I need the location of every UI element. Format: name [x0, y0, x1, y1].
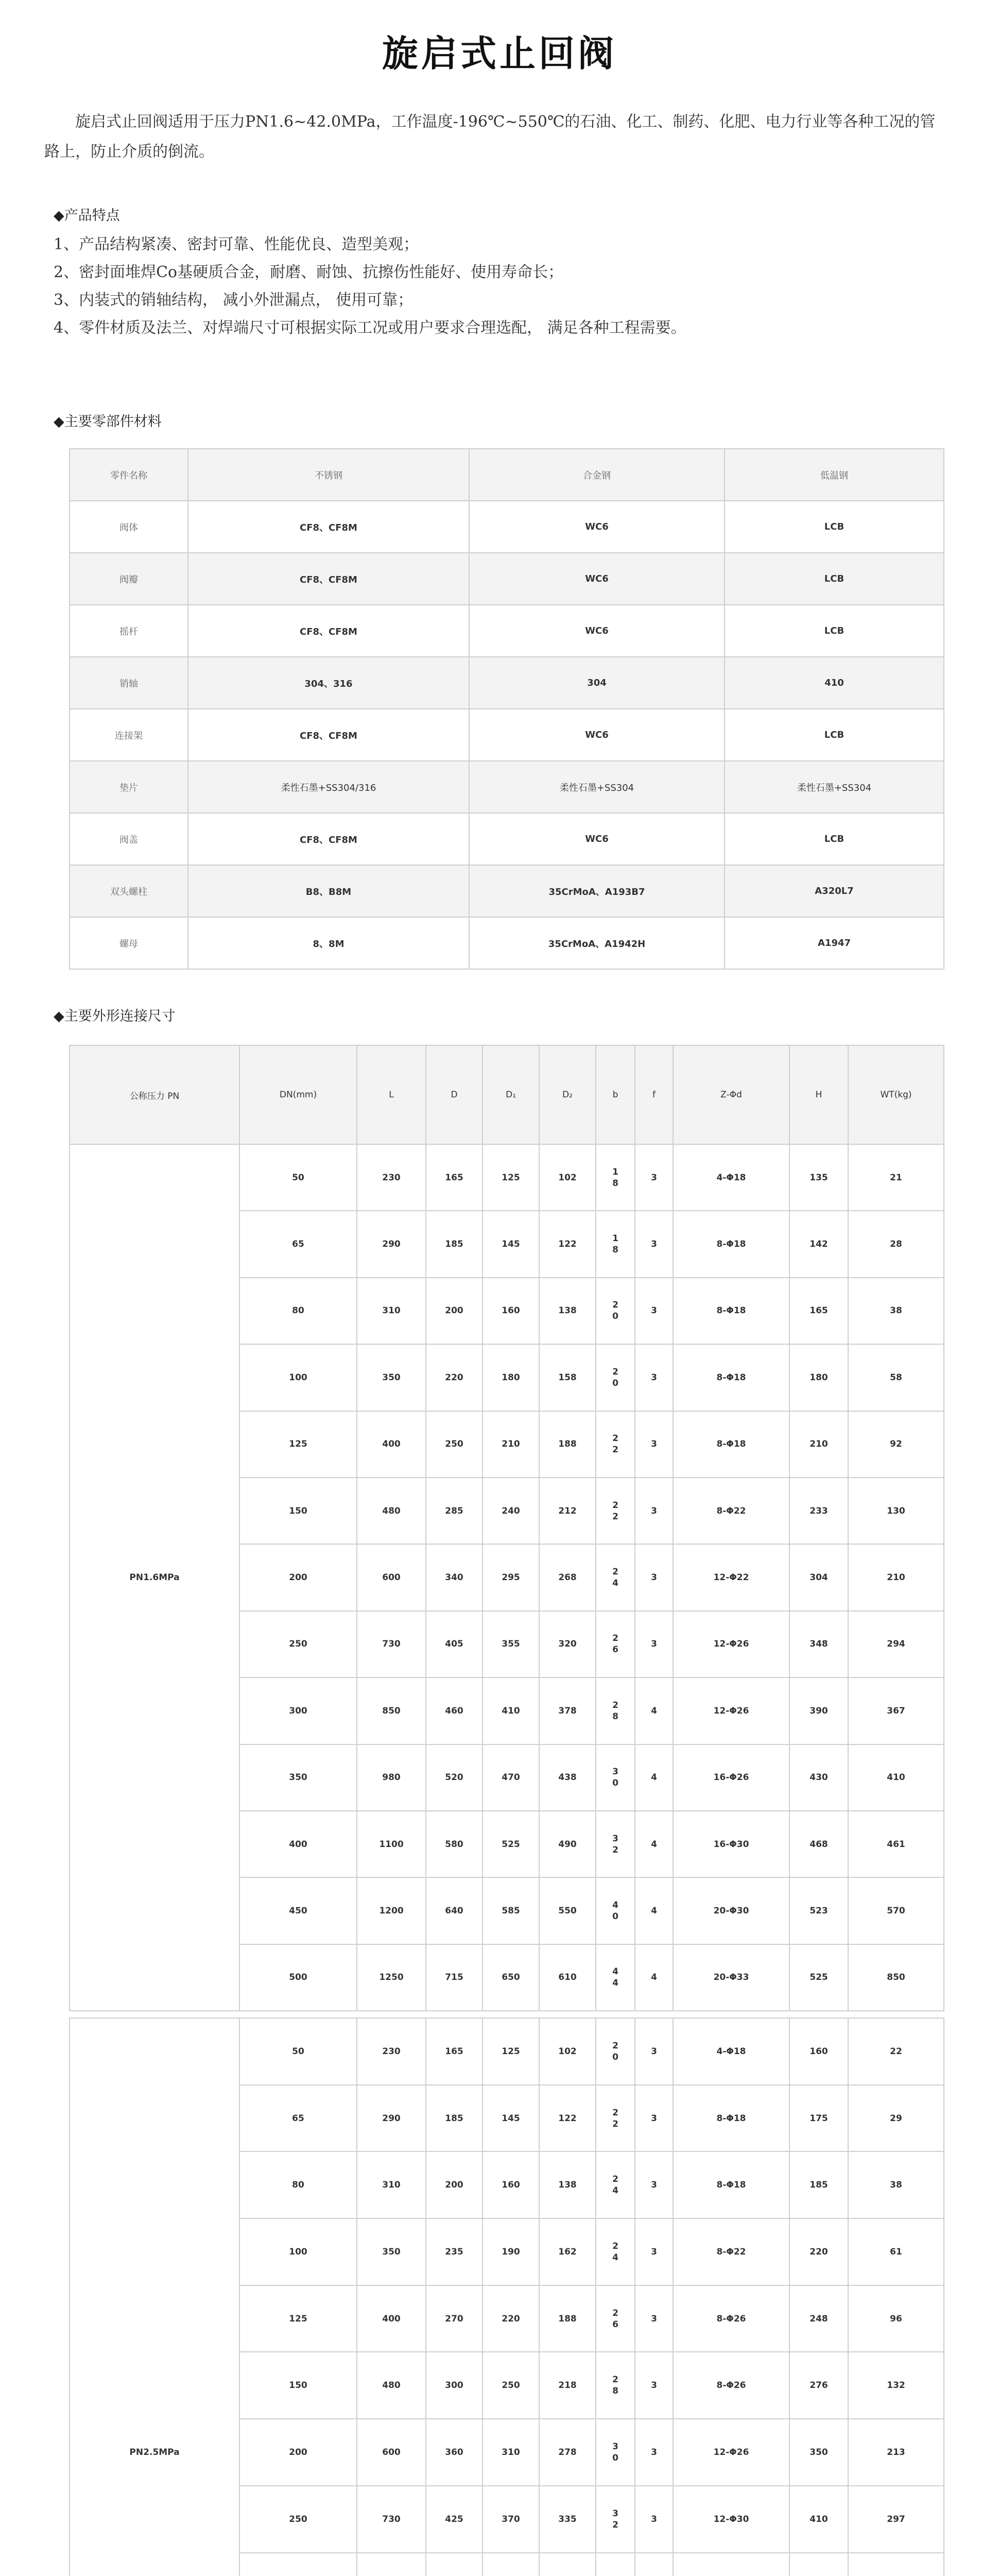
table-row — [70, 761, 944, 813]
part-name-cell: 阀盖 — [70, 813, 188, 865]
material-cell: 35CrMoA、A1942H — [469, 917, 725, 969]
flange-thickness-cell: 3 2 — [596, 2486, 635, 2553]
dimension-cell: 3 — [635, 1611, 673, 1677]
features-heading: ◆产品特点 — [54, 208, 120, 224]
dimension-cell — [673, 2553, 789, 2576]
dimension-cell: 360 — [426, 2419, 483, 2486]
dimension-cell: 12-Φ26 — [673, 1611, 789, 1677]
dimension-cell: 4 — [635, 1944, 673, 2011]
material-cell: LCB — [725, 553, 944, 605]
dimension-cell: 400 — [357, 2285, 426, 2352]
dimension-cell: 138 — [539, 1278, 596, 1344]
dimension-cell: 3 — [635, 2285, 673, 2352]
pressure-class-cell: PN1.6MPa — [70, 1144, 239, 2011]
material-cell: LCB — [725, 709, 944, 761]
dimension-cell: 610 — [539, 1944, 596, 2011]
dimension-cell: 270 — [426, 2285, 483, 2352]
dimension-cell: 600 — [357, 2419, 426, 2486]
part-name-cell: 垫片 — [70, 761, 188, 813]
dimension-cell: 185 — [426, 1211, 483, 1277]
dimension-cell: 100 — [239, 2218, 357, 2285]
material-cell: WC6 — [469, 501, 725, 553]
dimensions-table-pn25 — [69, 2018, 944, 2576]
material-cell: WC6 — [469, 813, 725, 865]
dimension-cell: 295 — [483, 1544, 539, 1611]
feature-item: 4、零件材质及法兰、对焊端尺寸可根据实际工况或用户要求合理选配， 满足各种工程需要。 — [54, 319, 686, 337]
dimension-cell: 122 — [539, 2085, 596, 2152]
flange-thickness-cell: 3 2 — [596, 1811, 635, 1877]
dimension-cell: 3 — [635, 2419, 673, 2486]
dimension-cell: 233 — [789, 1478, 848, 1544]
material-cell: 35CrMoA、A193B7 — [469, 865, 725, 917]
dimension-cell: 4-Φ18 — [673, 2018, 789, 2085]
dimension-cell: 248 — [789, 2285, 848, 2352]
dimension-cell: 4 — [635, 1744, 673, 1811]
dimension-cell: 4 — [635, 1811, 673, 1877]
feature-item: 3、内装式的销轴结构， 减小外泄漏点， 使用可靠； — [54, 291, 414, 309]
flange-thickness-cell: 2 0 — [596, 1278, 635, 1344]
dimension-cell: 80 — [239, 1278, 357, 1344]
material-cell: CF8、CF8M — [188, 553, 469, 605]
dimension-cell: 310 — [483, 2419, 539, 2486]
dimension-cell: 350 — [357, 2218, 426, 2285]
dimension-cell: 8-Φ18 — [673, 1344, 789, 1411]
dimension-cell: 410 — [483, 1677, 539, 1744]
table-header-cell: 不锈钢 — [188, 449, 469, 501]
material-cell: WC6 — [469, 553, 725, 605]
dimension-cell: 1100 — [357, 1811, 426, 1877]
dimension-cell: 278 — [539, 2419, 596, 2486]
dimension-cell: 3 — [635, 2018, 673, 2085]
material-cell: 8、8M — [188, 917, 469, 969]
flange-thickness-cell: 2 6 — [596, 2285, 635, 2352]
material-cell: 柔性石墨+SS304 — [725, 761, 944, 813]
dimension-cell: 276 — [789, 2352, 848, 2419]
dimension-cell: 3 — [635, 1144, 673, 1211]
dimension-cell: 12-Φ22 — [673, 1544, 789, 1611]
dimension-cell: 1200 — [357, 1877, 426, 1944]
table-header-cell: DN(mm) — [239, 1045, 357, 1144]
table-header-cell: WT(kg) — [848, 1045, 944, 1144]
dimension-cell: 8-Φ22 — [673, 1478, 789, 1544]
flange-thickness-cell: 2 8 — [596, 2352, 635, 2419]
flange-thickness-cell: 2 4 — [596, 2218, 635, 2285]
dimension-cell: 8-Φ18 — [673, 2085, 789, 2152]
dimension-cell: 180 — [483, 1344, 539, 1411]
dimension-cell: 250 — [426, 1411, 483, 1478]
dimension-cell: 650 — [483, 1944, 539, 2011]
flange-thickness-cell: 1 8 — [596, 1211, 635, 1277]
dimension-cell: 730 — [357, 1611, 426, 1677]
dimension-cell: 390 — [789, 1677, 848, 1744]
dimension-cell: 8-Φ18 — [673, 1278, 789, 1344]
dimension-cell: 470 — [483, 1744, 539, 1811]
dimension-cell: 65 — [239, 1211, 357, 1277]
flange-thickness-cell: 2 6 — [596, 1611, 635, 1677]
dimension-cell: 250 — [483, 2352, 539, 2419]
flange-thickness-cell: 2 2 — [596, 1411, 635, 1478]
dimension-cell: 213 — [848, 2419, 944, 2486]
dimension-cell: 640 — [426, 1877, 483, 1944]
dimension-cell: 150 — [239, 1478, 357, 1544]
flange-thickness-cell: 3 0 — [596, 1744, 635, 1811]
feature-item: 1、产品结构紧凑、密封可靠、性能优良、造型美观； — [54, 235, 419, 253]
dimension-cell: 460 — [426, 1677, 483, 1744]
dimension-cell: 92 — [848, 1411, 944, 1478]
dimension-cell: 410 — [848, 1744, 944, 1811]
dimension-cell: 525 — [483, 1811, 539, 1877]
dimension-cell: 125 — [483, 2018, 539, 2085]
dimension-cell: 335 — [539, 2486, 596, 2553]
flange-thickness-cell: 2 8 — [596, 1677, 635, 1744]
dimension-cell: 350 — [357, 1344, 426, 1411]
dimension-cell: 3 — [635, 1211, 673, 1277]
flange-thickness-cell: 2 0 — [596, 1344, 635, 1411]
dimension-cell: 160 — [483, 1278, 539, 1344]
dimension-cell: 294 — [848, 1611, 944, 1677]
material-cell: LCB — [725, 605, 944, 657]
dimension-cell: 210 — [848, 1544, 944, 1611]
dimension-cell: 715 — [426, 1944, 483, 2011]
dimension-cell: 100 — [239, 1344, 357, 1411]
table-row — [70, 917, 944, 969]
table-header-row — [70, 449, 944, 501]
dimension-cell: 135 — [789, 1144, 848, 1211]
dimension-cell: 268 — [539, 1544, 596, 1611]
dimension-cell: 16-Φ30 — [673, 1811, 789, 1877]
dimension-cell: 96 — [848, 2285, 944, 2352]
flange-thickness-cell: 2 4 — [596, 1544, 635, 1611]
dimension-cell: 430 — [789, 1744, 848, 1811]
dimension-cell: 165 — [426, 2018, 483, 2085]
dimension-cell: 180 — [789, 1344, 848, 1411]
dimension-cell: 200 — [426, 1278, 483, 1344]
dimensions-heading: ◆主要外形连接尺寸 — [54, 1008, 176, 1024]
dimension-cell: 165 — [789, 1278, 848, 1344]
dimension-cell: 50 — [239, 2018, 357, 2085]
material-cell: 柔性石墨+SS304 — [469, 761, 725, 813]
dimension-cell: 200 — [239, 1544, 357, 1611]
dimension-cell: 240 — [483, 1478, 539, 1544]
dimension-cell: 61 — [848, 2218, 944, 2285]
dimension-cell: 550 — [539, 1877, 596, 1944]
dimension-cell: 188 — [539, 2285, 596, 2352]
dimension-cell: 3 — [635, 2218, 673, 2285]
dimension-cell: 20-Φ33 — [673, 1944, 789, 2011]
dimension-cell: 150 — [239, 2352, 357, 2419]
material-cell: CF8、CF8M — [188, 813, 469, 865]
dimension-cell: 8-Φ26 — [673, 2285, 789, 2352]
table-row — [70, 709, 944, 761]
page-title: 旋启式止回阀 — [382, 32, 617, 75]
dimension-cell: 378 — [539, 1677, 596, 1744]
dimension-cell: 190 — [483, 2218, 539, 2285]
material-cell: CF8、CF8M — [188, 605, 469, 657]
flange-thickness-cell: 2 2 — [596, 1478, 635, 1544]
dimension-cell — [483, 2553, 539, 2576]
dimension-cell: 355 — [483, 1611, 539, 1677]
dimension-cell — [848, 2553, 944, 2576]
table-header-cell: L — [357, 1045, 426, 1144]
dimension-cell — [789, 2553, 848, 2576]
dimension-cell: 425 — [426, 2486, 483, 2553]
dimension-cell: 3 — [635, 1344, 673, 1411]
dimension-cell: 340 — [426, 1544, 483, 1611]
part-name-cell: 连接架 — [70, 709, 188, 761]
flange-thickness-cell: 3 0 — [596, 2419, 635, 2486]
dimension-cell: 300 — [426, 2352, 483, 2419]
dimension-cell: 400 — [239, 1811, 357, 1877]
dimension-cell: 8-Φ18 — [673, 2151, 789, 2218]
dimension-cell: 300 — [239, 1677, 357, 1744]
dimension-cell: 523 — [789, 1877, 848, 1944]
material-cell: CF8、CF8M — [188, 501, 469, 553]
table-row — [70, 657, 944, 709]
dimension-cell: 212 — [539, 1478, 596, 1544]
table-header-cell: 公称压力 PN — [70, 1045, 239, 1144]
materials-table — [69, 448, 944, 970]
table-row — [70, 553, 944, 605]
dimension-cell: 132 — [848, 2352, 944, 2419]
flange-thickness-cell: 1 8 — [596, 1144, 635, 1211]
dimension-cell: 370 — [483, 2486, 539, 2553]
dimension-cell: 218 — [539, 2352, 596, 2419]
dimension-cell: 850 — [848, 1944, 944, 2011]
dimension-cell: 220 — [789, 2218, 848, 2285]
table-header-cell: Z-Φd — [673, 1045, 789, 1144]
dimension-cell: 1250 — [357, 1944, 426, 2011]
dimension-cell: 50 — [239, 1144, 357, 1211]
flange-thickness-cell: 2 0 — [596, 2018, 635, 2085]
dimension-cell: 210 — [483, 1411, 539, 1478]
dimension-cell: 3 — [635, 2352, 673, 2419]
table-header-cell: D₂ — [539, 1045, 596, 1144]
dimension-cell: 3 — [635, 1278, 673, 1344]
dimension-cell: 8-Φ22 — [673, 2218, 789, 2285]
table-header-cell: H — [789, 1045, 848, 1144]
flange-thickness-cell — [596, 2553, 635, 2576]
dimension-cell: 730 — [357, 2486, 426, 2553]
part-name-cell: 阀瓣 — [70, 553, 188, 605]
dimension-cell: 438 — [539, 1744, 596, 1811]
dimension-cell: 410 — [789, 2486, 848, 2553]
material-cell: WC6 — [469, 605, 725, 657]
part-name-cell: 双头螺柱 — [70, 865, 188, 917]
dimension-cell: 450 — [239, 1877, 357, 1944]
dimension-cell: 4 — [635, 1677, 673, 1744]
flange-thickness-cell: 4 0 — [596, 1877, 635, 1944]
dimension-cell: 142 — [789, 1211, 848, 1277]
table-header-cell: D — [426, 1045, 483, 1144]
dimension-cell: 297 — [848, 2486, 944, 2553]
dimension-cell: 158 — [539, 1344, 596, 1411]
dimension-cell: 250 — [239, 1611, 357, 1677]
table-row — [70, 501, 944, 553]
dimension-cell: 12-Φ26 — [673, 2419, 789, 2486]
dimension-cell: 4 — [635, 1877, 673, 1944]
dimension-cell: 480 — [357, 2352, 426, 2419]
dimension-cell: 102 — [539, 1144, 596, 1211]
material-cell: 304 — [469, 657, 725, 709]
table-header-row — [70, 1045, 944, 1144]
dimension-cell: 145 — [483, 2085, 539, 2152]
table-row — [70, 605, 944, 657]
material-cell: A320L7 — [725, 865, 944, 917]
dimension-cell: 3 — [635, 2486, 673, 2553]
dimension-cell: 980 — [357, 1744, 426, 1811]
dimension-cell: 3 — [635, 2085, 673, 2152]
table-row — [70, 2018, 944, 2085]
materials-heading: ◆主要零部件材料 — [54, 414, 162, 430]
dimension-cell: 8-Φ18 — [673, 1211, 789, 1277]
dimension-cell: 468 — [789, 1811, 848, 1877]
dimension-cell: 348 — [789, 1611, 848, 1677]
dimension-cell: 188 — [539, 1411, 596, 1478]
dimension-cell — [635, 2553, 673, 2576]
dimension-cell — [426, 2553, 483, 2576]
dimension-cell: 12-Φ30 — [673, 2486, 789, 2553]
dimension-cell: 122 — [539, 1211, 596, 1277]
dimension-cell: 310 — [357, 1278, 426, 1344]
dimension-cell: 125 — [483, 1144, 539, 1211]
dimension-cell: 29 — [848, 2085, 944, 2152]
dimension-cell: 130 — [848, 1478, 944, 1544]
dimension-cell: 21 — [848, 1144, 944, 1211]
dimension-cell: 12-Φ26 — [673, 1677, 789, 1744]
table-row — [70, 813, 944, 865]
dimension-cell: 367 — [848, 1677, 944, 1744]
dimension-cell: 102 — [539, 2018, 596, 2085]
features-list — [54, 231, 960, 342]
dimensions-table-pn16 — [69, 1045, 944, 2011]
dimension-cell: 480 — [357, 1478, 426, 1544]
feature-item: 2、密封面堆焊Co基硬质合金，耐磨、耐蚀、抗擦伤性能好、使用寿命长； — [54, 263, 564, 281]
table-header-cell: 零件名称 — [70, 449, 188, 501]
table-header-cell: D₁ — [483, 1045, 539, 1144]
dimension-cell: 585 — [483, 1877, 539, 1944]
dimension-cell: 38 — [848, 2151, 944, 2218]
dimension-cell: 145 — [483, 1211, 539, 1277]
dimension-cell: 350 — [789, 2419, 848, 2486]
part-name-cell: 销轴 — [70, 657, 188, 709]
dimension-cell: 3 — [635, 1544, 673, 1611]
dimension-cell: 175 — [789, 2085, 848, 2152]
dimension-cell: 580 — [426, 1811, 483, 1877]
dimension-cell: 28 — [848, 1211, 944, 1277]
table-header-cell: f — [635, 1045, 673, 1144]
dimension-cell: 200 — [426, 2151, 483, 2218]
material-cell: B8、B8M — [188, 865, 469, 917]
table-header-cell: b — [596, 1045, 635, 1144]
flange-thickness-cell: 2 4 — [596, 2151, 635, 2218]
dimension-cell: 320 — [539, 1611, 596, 1677]
dimension-cell: 230 — [357, 1144, 426, 1211]
material-cell: 柔性石墨+SS304/316 — [188, 761, 469, 813]
dimension-cell: 350 — [239, 1744, 357, 1811]
dimension-cell: 185 — [426, 2085, 483, 2152]
dimension-cell — [539, 2553, 596, 2576]
dimension-cell: 230 — [357, 2018, 426, 2085]
table-row — [70, 1144, 944, 1211]
dimension-cell: 3 — [635, 1411, 673, 1478]
dimension-cell: 250 — [239, 2486, 357, 2553]
dimension-cell: 490 — [539, 1811, 596, 1877]
dimension-cell: 210 — [789, 1411, 848, 1478]
flange-thickness-cell: 4 4 — [596, 1944, 635, 2011]
dimension-cell: 600 — [357, 1544, 426, 1611]
dimension-cell: 8-Φ18 — [673, 1411, 789, 1478]
part-name-cell: 阀体 — [70, 501, 188, 553]
dimension-cell: 3 — [635, 2151, 673, 2218]
table-header-cell: 低温钢 — [725, 449, 944, 501]
dimension-cell: 850 — [357, 1677, 426, 1744]
flange-thickness-cell: 2 2 — [596, 2085, 635, 2152]
dimension-cell: 570 — [848, 1877, 944, 1944]
dimension-cell: 235 — [426, 2218, 483, 2285]
dimension-cell: 525 — [789, 1944, 848, 2011]
dimension-cell: 4-Φ18 — [673, 1144, 789, 1211]
dimension-cell — [239, 2553, 357, 2576]
part-name-cell: 螺母 — [70, 917, 188, 969]
dimension-cell: 520 — [426, 1744, 483, 1811]
part-name-cell: 摇杆 — [70, 605, 188, 657]
material-cell: WC6 — [469, 709, 725, 761]
material-cell: A1947 — [725, 917, 944, 969]
dimension-cell — [357, 2553, 426, 2576]
dimension-cell: 304 — [789, 1544, 848, 1611]
material-cell: 304、316 — [188, 657, 469, 709]
dimension-cell: 220 — [483, 2285, 539, 2352]
dimension-cell: 38 — [848, 1278, 944, 1344]
dimension-cell: 80 — [239, 2151, 357, 2218]
dimension-cell: 400 — [357, 1411, 426, 1478]
dimension-cell: 3 — [635, 1478, 673, 1544]
material-cell: LCB — [725, 501, 944, 553]
material-cell: 410 — [725, 657, 944, 709]
dimension-cell: 20-Φ30 — [673, 1877, 789, 1944]
intro-paragraph: 旋启式止回阀适用于压力PN1.6~42.0MPa，工作温度-196℃~550℃的石油、化工、制药、化肥、电力行业等各种工况的管路上，防止介质的倒流。 — [44, 113, 936, 161]
dimension-cell: 125 — [239, 1411, 357, 1478]
pressure-class-cell: PN2.5MPa — [70, 2018, 239, 2576]
dimension-cell: 8-Φ26 — [673, 2352, 789, 2419]
dimension-cell: 405 — [426, 1611, 483, 1677]
material-cell: LCB — [725, 813, 944, 865]
material-cell: CF8、CF8M — [188, 709, 469, 761]
dimension-cell: 185 — [789, 2151, 848, 2218]
table-header-cell: 合金钢 — [469, 449, 725, 501]
dimension-cell: 220 — [426, 1344, 483, 1411]
dimension-cell: 290 — [357, 2085, 426, 2152]
dimension-cell: 22 — [848, 2018, 944, 2085]
dimension-cell: 285 — [426, 1478, 483, 1544]
dimension-cell: 58 — [848, 1344, 944, 1411]
dimension-cell: 500 — [239, 1944, 357, 2011]
dimension-cell: 310 — [357, 2151, 426, 2218]
dimension-cell: 290 — [357, 1211, 426, 1277]
dimension-cell: 125 — [239, 2285, 357, 2352]
dimension-cell: 65 — [239, 2085, 357, 2152]
dimension-cell: 165 — [426, 1144, 483, 1211]
dimension-cell: 160 — [789, 2018, 848, 2085]
dimension-cell: 138 — [539, 2151, 596, 2218]
table-row — [70, 865, 944, 917]
dimension-cell: 160 — [483, 2151, 539, 2218]
dimension-cell: 16-Φ26 — [673, 1744, 789, 1811]
dimension-cell: 461 — [848, 1811, 944, 1877]
dimension-cell: 162 — [539, 2218, 596, 2285]
dimension-cell: 200 — [239, 2419, 357, 2486]
